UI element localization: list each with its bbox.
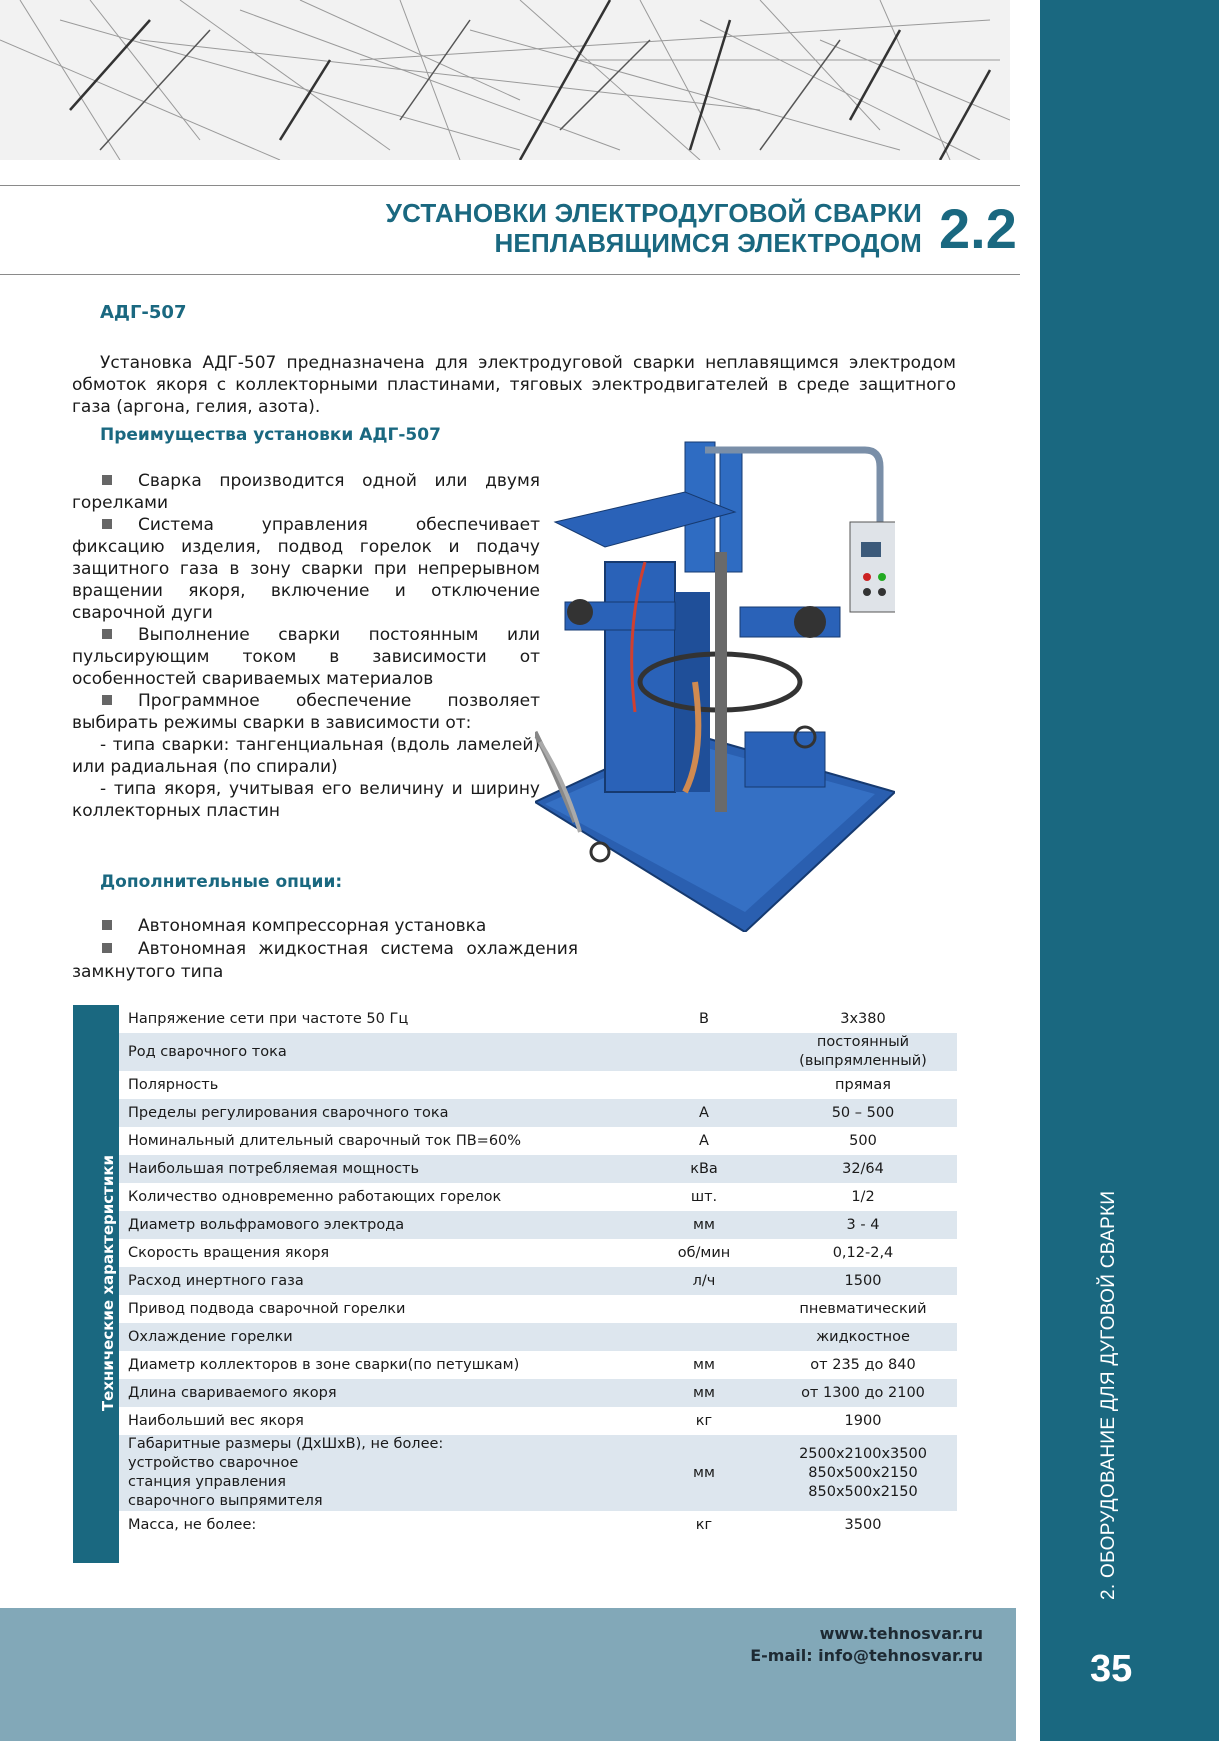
spec-row xyxy=(119,1071,957,1099)
spec-row xyxy=(119,1239,957,1267)
bullet-square-icon xyxy=(102,943,112,953)
header-rule-top xyxy=(0,185,1020,186)
spec-value: 2500х2100х3500 850х500х2150 850х500х2150 xyxy=(769,1435,957,1511)
spec-row xyxy=(119,1379,957,1407)
spec-name: Номинальный длительный сварочный ток ПВ=60% xyxy=(128,1132,522,1149)
spec-value: от 1300 до 2100 xyxy=(769,1379,957,1407)
spec-unit: кг xyxy=(695,1517,713,1533)
product-intro-text: Установка АДГ-507 предназначена для электродуговой сварки неплавящимся электродом обмоток якоря с коллекторными пластинами, тяговых электродвигателей в среде защитного газа (аргона, гелия, азота). xyxy=(72,353,956,417)
spec-unit xyxy=(639,1295,769,1323)
spec-name: Привод подвода сварочной горелки xyxy=(128,1300,406,1317)
bullet-square-icon xyxy=(102,695,112,705)
spec-value: 1500 xyxy=(769,1267,957,1295)
spec-value: 1900 xyxy=(844,1412,882,1429)
spec-name: Масса, не более: xyxy=(128,1516,257,1533)
spec-name: Пределы регулирования сварочного тока xyxy=(119,1099,639,1127)
spec-row xyxy=(119,1323,957,1351)
spec-value: 0,12-2,4 xyxy=(832,1244,894,1261)
section-title-line1: УСТАНОВКИ ЭЛЕКТРОДУГОВОЙ СВАРКИ xyxy=(385,198,922,228)
spec-row xyxy=(119,1211,957,1239)
advantage-item: Система управления обеспечивает фиксацию изделия, подвод горелок и подачу защитного газа в зону сварки при непрерывном вращении якоря, включение и отключение сварочной дуги xyxy=(72,515,540,623)
welding-machine-image xyxy=(535,432,895,932)
spec-row xyxy=(119,1435,957,1511)
option-item: Автономная жидкостная система охлаждения замкнутого типа xyxy=(72,939,578,982)
right-sidebar xyxy=(1040,0,1219,1741)
spec-name: Наибольший вес якоря xyxy=(128,1412,304,1429)
product-intro xyxy=(72,352,956,418)
spec-value: 3500 xyxy=(844,1516,882,1533)
spec-name: Род сварочного тока xyxy=(119,1033,639,1071)
advantage-item: Сварка производится одной или двумя горелками xyxy=(72,471,540,513)
spec-value: постоянный (выпрямленный) xyxy=(769,1033,957,1071)
spec-table xyxy=(119,1005,957,1539)
bullet-square-icon xyxy=(102,519,112,529)
spec-value: прямая xyxy=(835,1076,891,1093)
spec-unit: В xyxy=(699,1011,709,1027)
section-number: 2.2 xyxy=(939,197,1017,260)
spec-row xyxy=(119,1099,957,1127)
product-model-heading: АДГ-507 xyxy=(100,302,187,323)
header-rule-bottom xyxy=(0,274,1020,275)
advantages-heading: Преимущества установки АДГ-507 xyxy=(100,425,441,445)
spec-value: 3х380 xyxy=(840,1010,886,1027)
spec-name: Длина свариваемого якоря xyxy=(119,1379,639,1407)
spec-row xyxy=(119,1351,957,1379)
spec-unit: мм xyxy=(639,1435,769,1511)
spec-unit: кВа xyxy=(639,1155,769,1183)
spec-unit: кг xyxy=(695,1413,713,1429)
spec-name: Расход инертного газа xyxy=(119,1267,639,1295)
advantage-item: Выполнение сварки постоянным или пульсирующим током в зависимости от особенностей свариваемых материалов xyxy=(72,625,540,689)
spec-row xyxy=(119,1127,957,1155)
spec-name: Диаметр коллекторов в зоне сварки(по петушкам) xyxy=(128,1356,520,1373)
spec-unit xyxy=(639,1323,769,1351)
advantages-list xyxy=(72,470,540,822)
advantage-subitem: - типа якоря, учитывая его величину и ширину коллекторных пластин xyxy=(72,779,540,821)
bullet-square-icon xyxy=(102,475,112,485)
spec-value: 3 - 4 xyxy=(769,1211,957,1239)
spec-name: Габаритные размеры (ДхШхВ), не более: устройство сварочное станция управления сварочного выпрямителя xyxy=(119,1435,639,1511)
bullet-square-icon xyxy=(102,629,112,639)
spec-value: пневматический xyxy=(799,1300,927,1317)
spec-unit: шт. xyxy=(690,1189,718,1205)
spec-unit: об/мин xyxy=(677,1245,731,1261)
spec-unit: л/ч xyxy=(639,1267,769,1295)
contact-block xyxy=(750,1623,983,1667)
section-title xyxy=(386,198,922,258)
chapter-title-vertical: 2. ОБОРУДОВАНИЕ ДЛЯ ДУГОВОЙ СВАРКИ xyxy=(1098,1190,1119,1600)
spec-name: Наибольшая потребляемая мощность xyxy=(119,1155,639,1183)
spec-label: Технические характеристики xyxy=(99,1154,117,1412)
spec-unit: А xyxy=(699,1133,709,1149)
spec-name: Диаметр вольфрамового электрода xyxy=(119,1211,639,1239)
spec-value: 500 xyxy=(849,1132,877,1149)
spec-unit: мм xyxy=(639,1379,769,1407)
website-link[interactable]: www.tehnosvar.ru xyxy=(819,1624,983,1643)
spec-row xyxy=(119,1295,957,1323)
spec-row xyxy=(119,1511,957,1539)
section-title-line2: НЕПЛАВЯЩИМСЯ ЭЛЕКТРОДОМ xyxy=(494,228,922,258)
spec-name: Напряжение сети при частоте 50 Гц xyxy=(128,1010,409,1027)
email-link[interactable]: E-mail: info@tehnosvar.ru xyxy=(750,1646,983,1665)
spec-unit: мм xyxy=(693,1357,715,1373)
spec-value: жидкостное xyxy=(769,1323,957,1351)
spec-unit xyxy=(639,1071,769,1099)
spec-row xyxy=(119,1005,957,1033)
options-list xyxy=(72,915,578,984)
spec-row xyxy=(119,1183,957,1211)
spec-name: Полярность xyxy=(128,1076,219,1093)
spec-row xyxy=(119,1155,957,1183)
option-item: Автономная компрессорная установка xyxy=(72,915,578,938)
options-heading: Дополнительные опции: xyxy=(100,872,343,892)
spec-unit: А xyxy=(639,1099,769,1127)
spec-row xyxy=(119,1267,957,1295)
bullet-square-icon xyxy=(102,920,112,930)
page-number: 35 xyxy=(1090,1648,1133,1690)
spec-row xyxy=(119,1407,957,1435)
spec-name: Количество одновременно работающих горелок xyxy=(128,1188,502,1205)
spec-name: Скорость вращения якоря xyxy=(128,1244,330,1261)
advantage-subitem: - типа сварки: тангенциальная (вдоль ламелей) или радиальная (по спирали) xyxy=(72,735,540,777)
spec-value: от 235 до 840 xyxy=(810,1356,916,1373)
spec-value: 1/2 xyxy=(851,1188,875,1205)
advantage-item: Программное обеспечение позволяет выбирать режимы сварки в зависимости от: xyxy=(72,691,540,733)
spec-unit xyxy=(639,1033,769,1071)
spec-unit: мм xyxy=(639,1211,769,1239)
spec-row xyxy=(119,1033,957,1071)
spec-name: Охлаждение горелки xyxy=(119,1323,639,1351)
header-banner-image xyxy=(0,0,1010,160)
spec-value: 32/64 xyxy=(769,1155,957,1183)
spec-value: 50 – 500 xyxy=(769,1099,957,1127)
